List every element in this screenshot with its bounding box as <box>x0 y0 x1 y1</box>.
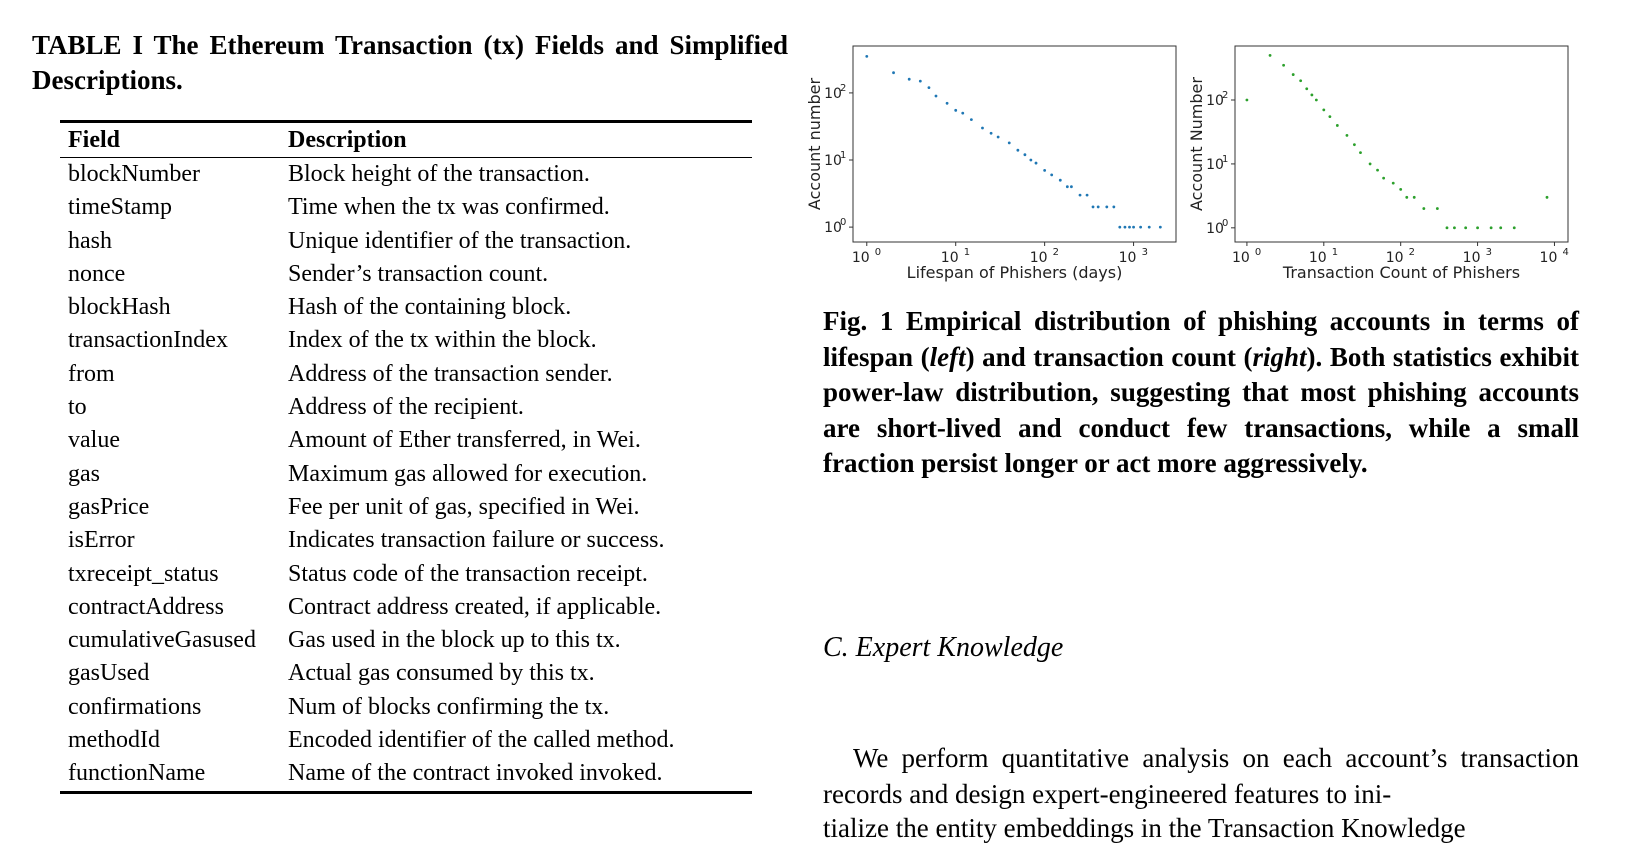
y-tick-label: 10 <box>1206 93 1224 110</box>
data-point <box>1086 194 1089 197</box>
data-point <box>1292 73 1295 76</box>
field-description-cell: Index of the tx within the block. <box>288 327 597 354</box>
data-point <box>1315 99 1318 102</box>
table-row <box>60 491 752 524</box>
y-tick-label: 10 <box>824 220 842 237</box>
data-point <box>1132 226 1135 229</box>
data-point <box>946 102 949 105</box>
x-tick-exponent: 0 <box>874 247 882 258</box>
x-tick-exponent: 3 <box>1485 247 1492 258</box>
field-name-cell: functionName <box>68 760 206 787</box>
x-tick-exponent: 1 <box>1331 247 1339 258</box>
plot-frame <box>853 46 1176 242</box>
data-point <box>1310 94 1313 97</box>
data-point <box>1376 169 1379 172</box>
data-point <box>1353 143 1356 146</box>
data-point <box>1305 87 1308 90</box>
figure-caption <box>823 304 1579 482</box>
x-axis-label: Lifespan of Phishers (days) <box>906 263 1123 282</box>
data-point <box>1050 173 1053 176</box>
data-point <box>1464 226 1467 229</box>
field-description-cell: Contract address created, if applicable. <box>288 593 662 620</box>
x-axis-label: Transaction Count of Phishers <box>1282 263 1521 282</box>
field-description-cell: Status code of the transaction receipt. <box>288 560 648 587</box>
field-name-cell: hash <box>68 227 112 254</box>
ethereum-fields-table <box>60 120 752 794</box>
field-name-cell: contractAddress <box>68 593 224 620</box>
data-point <box>1282 64 1285 67</box>
table-row <box>60 424 752 457</box>
table-row <box>60 258 752 291</box>
field-name-cell: isError <box>68 527 135 554</box>
data-point <box>1336 124 1339 127</box>
x-tick-label: 10 <box>1308 250 1327 266</box>
table-row <box>60 291 752 324</box>
y-tick-exponent: 1 <box>1222 153 1229 165</box>
table-caption: TABLE I The Ethereum Transaction (tx) Fields and Simplified Descriptions. <box>32 30 788 95</box>
y-tick-label: 10 <box>1206 156 1224 173</box>
data-point <box>990 132 993 135</box>
data-point <box>1128 226 1131 229</box>
field-description-cell: Address of the transaction sender. <box>288 360 613 387</box>
data-point <box>1246 99 1249 102</box>
x-tick-label: 10 <box>1029 250 1048 266</box>
field-name-cell: txreceipt_status <box>68 560 219 587</box>
data-point <box>1546 196 1549 199</box>
data-point <box>1399 188 1402 191</box>
y-tick-exponent: 1 <box>840 150 847 162</box>
table-row <box>60 225 752 258</box>
data-point <box>1029 159 1032 162</box>
field-description-cell: Name of the contract invoked invoked. <box>288 760 663 787</box>
data-point <box>1112 206 1115 209</box>
data-point <box>1097 206 1100 209</box>
field-description-cell: Block height of the transaction. <box>288 161 590 187</box>
data-point <box>1092 206 1095 209</box>
x-tick-exponent: 4 <box>1562 247 1569 258</box>
data-point <box>1359 151 1362 154</box>
field-name-cell: gasUsed <box>68 660 150 687</box>
table-row <box>60 624 752 657</box>
body-cut-line <box>823 812 1579 843</box>
table-bottom-rule <box>60 791 752 794</box>
x-tick-label: 10 <box>940 250 959 266</box>
data-point <box>1453 226 1456 229</box>
data-point <box>1269 54 1272 57</box>
data-point <box>961 112 964 115</box>
x-tick-label: 10 <box>1231 250 1250 266</box>
field-description-cell: Encoded identifier of the called method. <box>288 727 675 754</box>
data-point <box>1369 163 1372 166</box>
header-description: Description <box>288 127 407 153</box>
field-name-cell: from <box>68 360 115 387</box>
table-row <box>60 458 752 491</box>
data-point <box>908 78 911 81</box>
data-point <box>1008 141 1011 144</box>
data-point <box>997 136 1000 139</box>
x-tick-label: 10 <box>1385 250 1404 266</box>
data-point <box>1436 207 1439 210</box>
table-row <box>60 558 752 591</box>
data-point <box>1016 149 1019 152</box>
field-description-cell: Maximum gas allowed for execution. <box>288 460 648 487</box>
data-point <box>928 86 931 89</box>
field-description-cell: Indicates transaction failure or success. <box>288 527 665 554</box>
table-row <box>60 724 752 757</box>
field-name-cell: gasPrice <box>68 493 150 520</box>
field-description-cell: Num of blocks confirming the tx. <box>288 693 610 720</box>
data-point <box>1148 226 1151 229</box>
field-name-cell: timeStamp <box>68 194 172 221</box>
data-point <box>1159 226 1162 229</box>
caption-mid: ) and transaction count ( <box>965 341 1253 372</box>
x-tick-exponent: 2 <box>1052 247 1060 258</box>
data-point <box>935 95 938 98</box>
data-point <box>970 118 973 121</box>
field-name-cell: cumulativeGasused <box>68 627 256 654</box>
data-point <box>1499 226 1502 229</box>
data-point <box>954 109 957 112</box>
lifespan-chart <box>805 38 1188 293</box>
data-point <box>1322 109 1325 112</box>
table-row <box>60 191 752 224</box>
y-tick-label: 10 <box>824 153 842 170</box>
section-heading: C. Expert Knowledge <box>823 632 1064 663</box>
data-point <box>1118 226 1121 229</box>
field-description-cell: Actual gas consumed by this tx. <box>288 660 595 687</box>
data-point <box>1059 179 1062 182</box>
field-description-cell: Hash of the containing block. <box>288 294 572 321</box>
y-axis-label: Account Number <box>1187 77 1206 211</box>
table-row <box>60 757 752 790</box>
field-description-cell: Gas used in the block up to this tx. <box>288 627 621 654</box>
data-point <box>1490 226 1493 229</box>
y-axis-label: Account number <box>805 77 824 211</box>
table-row <box>60 391 752 424</box>
header-field: Field <box>68 127 120 153</box>
field-name-cell: blockNumber <box>68 161 200 187</box>
data-point <box>1405 196 1408 199</box>
data-point <box>1392 182 1395 185</box>
table-row <box>60 591 752 624</box>
field-description-cell: Sender’s transaction count. <box>288 260 549 287</box>
data-point <box>892 71 895 74</box>
caption-right: right <box>1252 341 1307 372</box>
y-tick-exponent: 0 <box>1222 217 1229 229</box>
data-point <box>1346 134 1349 137</box>
field-name-cell: confirmations <box>68 693 202 720</box>
table-row <box>60 358 752 391</box>
x-tick-label: 10 <box>1118 250 1137 266</box>
data-point <box>1105 206 1108 209</box>
data-point <box>1413 196 1416 199</box>
caption-left: left <box>929 341 966 372</box>
field-description-cell: Fee per unit of gas, specified in Wei. <box>288 493 640 520</box>
table-row <box>60 691 752 724</box>
x-tick-label: 10 <box>851 250 870 266</box>
field-description-cell: Unique identifier of the transaction. <box>288 227 632 254</box>
field-description-cell: Address of the recipient. <box>288 394 524 421</box>
data-point <box>1079 194 1082 197</box>
x-tick-exponent: 2 <box>1408 247 1416 258</box>
table-row <box>60 657 752 690</box>
caption-prefix: Fig. 1 Empirical distribution of phishing accounts in terms of lifespan ( <box>823 306 1579 372</box>
x-tick-label: 10 <box>1462 250 1481 266</box>
x-tick-label: 10 <box>1539 250 1558 266</box>
data-point <box>981 127 984 130</box>
caption-suffix: ). Both statistics exhibit power-law distribution, suggesting that most phishing accounts are short-lived and conduct few transactions, while a small fraction persist longer or act more aggressively. <box>823 341 1580 478</box>
table-row <box>60 524 752 557</box>
y-tick-label: 10 <box>1206 220 1224 237</box>
x-tick-exponent: 3 <box>1141 247 1148 258</box>
data-point <box>1476 226 1479 229</box>
x-tick-exponent: 0 <box>1254 247 1262 258</box>
data-point <box>1066 185 1069 188</box>
data-point <box>1070 185 1073 188</box>
body-cut-line-text: tialize the entity embeddings in the Transaction Knowledge <box>823 813 1466 843</box>
data-point <box>1422 207 1425 210</box>
y-tick-exponent: 2 <box>1222 90 1229 102</box>
data-point <box>1124 226 1127 229</box>
data-point <box>1035 162 1038 165</box>
plot-frame <box>1235 46 1568 242</box>
y-tick-label: 10 <box>824 85 842 102</box>
data-point <box>919 80 922 83</box>
field-name-cell: nonce <box>68 260 126 287</box>
field-description-cell: Time when the tx was confirmed. <box>288 194 610 221</box>
data-point <box>1043 169 1046 172</box>
field-name-cell: transactionIndex <box>68 327 228 354</box>
body-paragraph: We perform quantitative analysis on each account’s transaction records and design expert-engineered features to ini- <box>823 743 1579 809</box>
table-header-row <box>60 123 752 158</box>
y-tick-exponent: 0 <box>840 217 847 229</box>
data-point <box>1299 79 1302 82</box>
y-tick-exponent: 2 <box>840 82 847 94</box>
data-point <box>1382 177 1385 180</box>
table-row <box>60 324 752 357</box>
field-name-cell: value <box>68 427 120 454</box>
data-point <box>1139 226 1142 229</box>
field-name-cell: methodId <box>68 727 160 754</box>
field-name-cell: to <box>68 394 87 421</box>
table-row <box>60 158 752 192</box>
field-name-cell: blockHash <box>68 294 171 321</box>
data-point <box>1446 226 1449 229</box>
field-name-cell: gas <box>68 460 100 487</box>
data-point <box>1328 115 1331 118</box>
data-point <box>865 55 868 58</box>
data-point <box>1513 226 1516 229</box>
transaction-count-chart <box>1187 38 1580 293</box>
data-point <box>1024 153 1027 156</box>
field-description-cell: Amount of Ether transferred, in Wei. <box>288 427 641 454</box>
x-tick-exponent: 1 <box>963 247 971 258</box>
